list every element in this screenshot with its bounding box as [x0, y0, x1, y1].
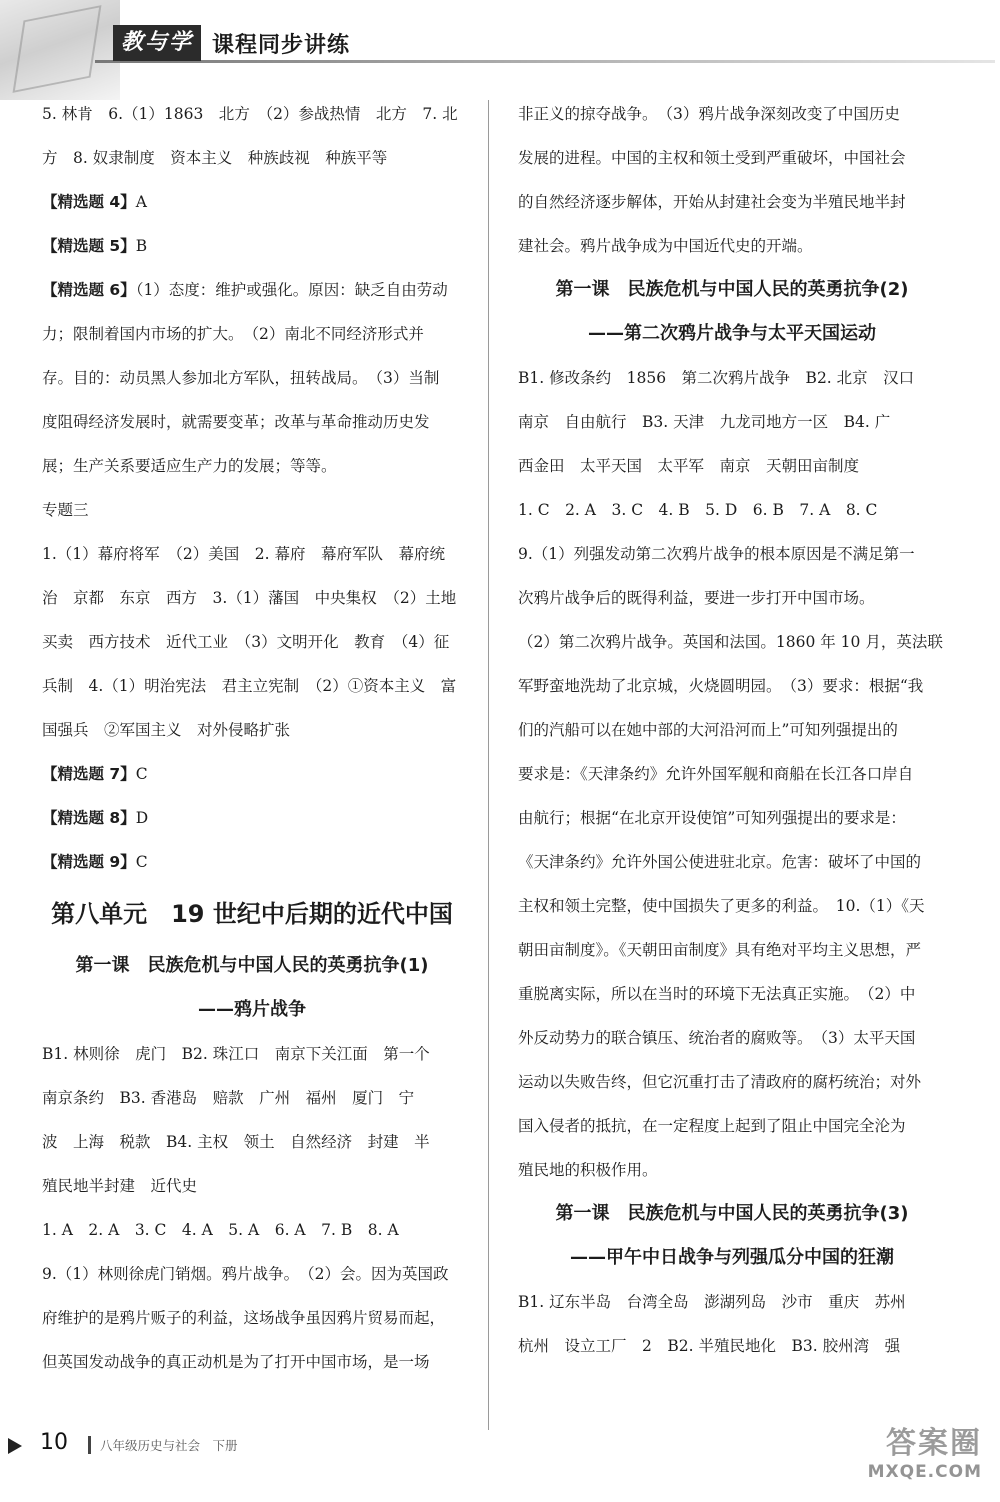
- footer-divider: [88, 1436, 91, 1454]
- answer-line: 9.（1）列强发动第二次鸦片战争的根本原因是不满足第一: [518, 545, 915, 563]
- question-answer: A: [135, 193, 147, 211]
- question-answer: B: [135, 237, 148, 255]
- brand-logo: 教与学: [113, 25, 201, 61]
- series-title: 课程同步讲练: [212, 33, 351, 58]
- lesson-subtitle: ——第二次鸦片战争与太平天国运动: [588, 323, 876, 344]
- answer-line: 非正义的掠夺战争。 （3）鸦片战争深刻改变了中国历史: [518, 105, 900, 123]
- question-answer: C: [135, 765, 148, 783]
- lesson-title: 第一课 民族危机与中国人民的英勇抗争(1): [75, 955, 429, 976]
- answer-line: 国强兵 ②军国主义 对外侵略扩张: [42, 721, 291, 739]
- question-tag: 【精选题 4】: [42, 193, 136, 211]
- selected-question-4: [42, 180, 462, 224]
- page-footer: [8, 1430, 508, 1460]
- answer-line: B1. 林则徐 虎门 B2. 珠江口 南京下关江面 第一个: [42, 1045, 430, 1063]
- unit-title: 第八单元 19 世纪中后期的近代中国: [51, 900, 453, 928]
- question-tag: 【精选题 9】: [42, 853, 136, 871]
- answer-line: 外反动势力的联合镇压、统治者的腐败等。 （3）太平天国: [518, 1029, 916, 1047]
- question-tag: 【精选题 7】: [42, 765, 136, 783]
- answer-line: 殖民地半封建 近代史: [42, 1177, 198, 1195]
- answer-line: 要求是：《天津条约》允许外国军舰和商船在长江各口岸自: [518, 765, 914, 783]
- answer-line: 但英国发动战争的真正动机是为了打开中国市场，是一场: [42, 1353, 430, 1371]
- answer-line: B1. 辽东半岛 台湾全岛 澎湖列岛 沙市 重庆 苏州: [518, 1293, 906, 1311]
- topic-heading: 专题三: [42, 501, 89, 519]
- answer-line: 们的汽船可以在她中部的大河沿河而上”可知列强提出的: [518, 721, 898, 739]
- selected-question-5: [42, 224, 462, 268]
- answer-line: 方 8. 奴隶制度 资本主义 种族歧视 种族平等: [42, 149, 388, 167]
- lesson-title: 第一课 民族危机与中国人民的英勇抗争(3): [555, 1203, 909, 1224]
- right-column: [518, 92, 946, 1368]
- answer-line: 治 京都 东京 西方 3.（1）藩国 中央集权 （2）土地: [42, 589, 457, 607]
- answer-line: 西金田 太平天国 太平军 南京 天朝田亩制度: [518, 457, 860, 475]
- answer-line: 9.（1）林则徐虎门销烟。鸦片战争。 （2）会。因为英国政: [42, 1265, 449, 1283]
- answer-line: 《天津条约》允许外国公使进驻北京。危害：破坏了中国的: [518, 853, 922, 871]
- selected-question-8: [42, 796, 462, 840]
- watermark: [822, 1418, 982, 1490]
- answer-line: 存。目的：动员黑人参加北方军队，扭转战局。 （3）当制: [42, 369, 440, 387]
- header-decoration: [0, 0, 120, 100]
- question-tag: 【精选题 8】: [42, 809, 136, 827]
- watermark-logo: 答案圈: [886, 1426, 982, 1461]
- answer-line: 展；生产关系要适应生产力的发展；等等。: [42, 457, 337, 475]
- answer-line: 殖民地的积极作用。: [518, 1161, 658, 1179]
- answer-line: 度阻碍经济发展时，就需要变革；改革与革命推动历史发: [42, 413, 430, 431]
- answer-line: 南京 自由航行 B3. 天津 九龙司地方一区 B4. 广: [518, 413, 891, 431]
- question-answer: （1）态度：维护或强化。原因：缺乏自由劳动: [135, 281, 448, 299]
- question-tag: 【精选题 6】: [42, 281, 136, 299]
- answer-line: B1. 修改条约 1856 第二次鸦片战争 B2. 北京 汉口: [518, 369, 915, 387]
- answer-line: 府维护的是鸦片贩子的利益，这场战争虽因鸦片贸易而起，: [42, 1309, 446, 1327]
- lesson-subtitle: ——甲午中日战争与列强瓜分中国的狂潮: [570, 1247, 894, 1268]
- answer-line: 兵制 4.（1）明治宪法 君主立宪制 （2）①资本主义 富: [42, 677, 457, 695]
- page-header: [0, 0, 1000, 100]
- selected-question-7: [42, 752, 462, 796]
- answer-line: 杭州 设立工厂 2 B2. 半殖民地化 B3. 胶州湾 强: [518, 1337, 901, 1355]
- answer-line: 力；限制着国内市场的扩大。 （2）南北不同经济形式并: [42, 325, 424, 343]
- answer-line: 发展的进程。中国的主权和领土受到严重破坏，中国社会: [518, 149, 906, 167]
- answer-line: 建社会。鸦片战争成为中国近代史的开端。: [518, 237, 813, 255]
- answer-line: 次鸦片战争后的既得利益，要进一步打开中国市场。: [518, 589, 875, 607]
- book-title: 八年级历史与社会 下册: [100, 1438, 238, 1453]
- answer-line: 南京条约 B3. 香港岛 赔款 广州 福州 厦门 宁: [42, 1089, 415, 1107]
- multiple-choice-answers: 1. C 2. A 3. C 4. B 5. D 6. B 7. A 8. C: [518, 501, 878, 519]
- selected-question-9: [42, 840, 462, 884]
- page-number: 10: [40, 1430, 68, 1455]
- answer-line: 波 上海 税款 B4. 主权 领土 自然经济 封建 半: [42, 1133, 430, 1151]
- answer-line: 重脱离实际，所以在当时的环境下无法真正实施。 （2）中: [518, 985, 916, 1003]
- column-divider: [488, 100, 489, 1430]
- answer-line: 5. 林肯 6.（1）1863 北方 （2）参战热情 北方 7. 北: [42, 105, 458, 123]
- answer-line: 买卖 西方技术 近代工业 （3）文明开化 教育 （4）征: [42, 633, 450, 651]
- question-tag: 【精选题 5】: [42, 237, 136, 255]
- answer-line: 主权和领土完整，使中国损失了更多的利益。 10.（1）《天: [518, 897, 925, 915]
- answer-line: （2）第二次鸦片战争。英国和法国。1860 年 10 月，英法联: [518, 633, 943, 651]
- question-answer: C: [135, 853, 148, 871]
- lesson-title: 第一课 民族危机与中国人民的英勇抗争(2): [555, 279, 909, 300]
- answer-line: 1.（1）幕府将军 （2）美国 2. 幕府 幕府军队 幕府统: [42, 545, 445, 563]
- watermark-url: MXQE.COM: [867, 1462, 982, 1482]
- answer-line: 国入侵者的抵抗，在一定程度上起到了阻止中国完全沦为: [518, 1117, 906, 1135]
- header-rule: [95, 60, 995, 63]
- arrow-right-icon: [8, 1438, 22, 1454]
- question-answer: D: [135, 809, 149, 827]
- answer-line: 由航行；根据“在北京开设使馆”可知列强提出的要求是：: [518, 809, 906, 827]
- answer-line: 的自然经济逐步解体，开始从封建社会变为半殖民地半封: [518, 193, 906, 211]
- answer-line: 运动以失败告终，但它沉重打击了清政府的腐朽统治；对外: [518, 1073, 922, 1091]
- answer-line: 朝田亩制度》。《天朝田亩制度》具有绝对平均主义思想，严: [518, 941, 922, 959]
- multiple-choice-answers: 1. A 2. A 3. C 4. A 5. A 6. A 7. B 8. A: [42, 1221, 399, 1239]
- answer-line: 军野蛮地洗劫了北京城，火烧圆明园。 （3）要求：根据“我: [518, 677, 924, 695]
- selected-question-6: [42, 268, 462, 312]
- left-column: [42, 92, 462, 1384]
- lesson-subtitle: ——鸦片战争: [198, 999, 306, 1020]
